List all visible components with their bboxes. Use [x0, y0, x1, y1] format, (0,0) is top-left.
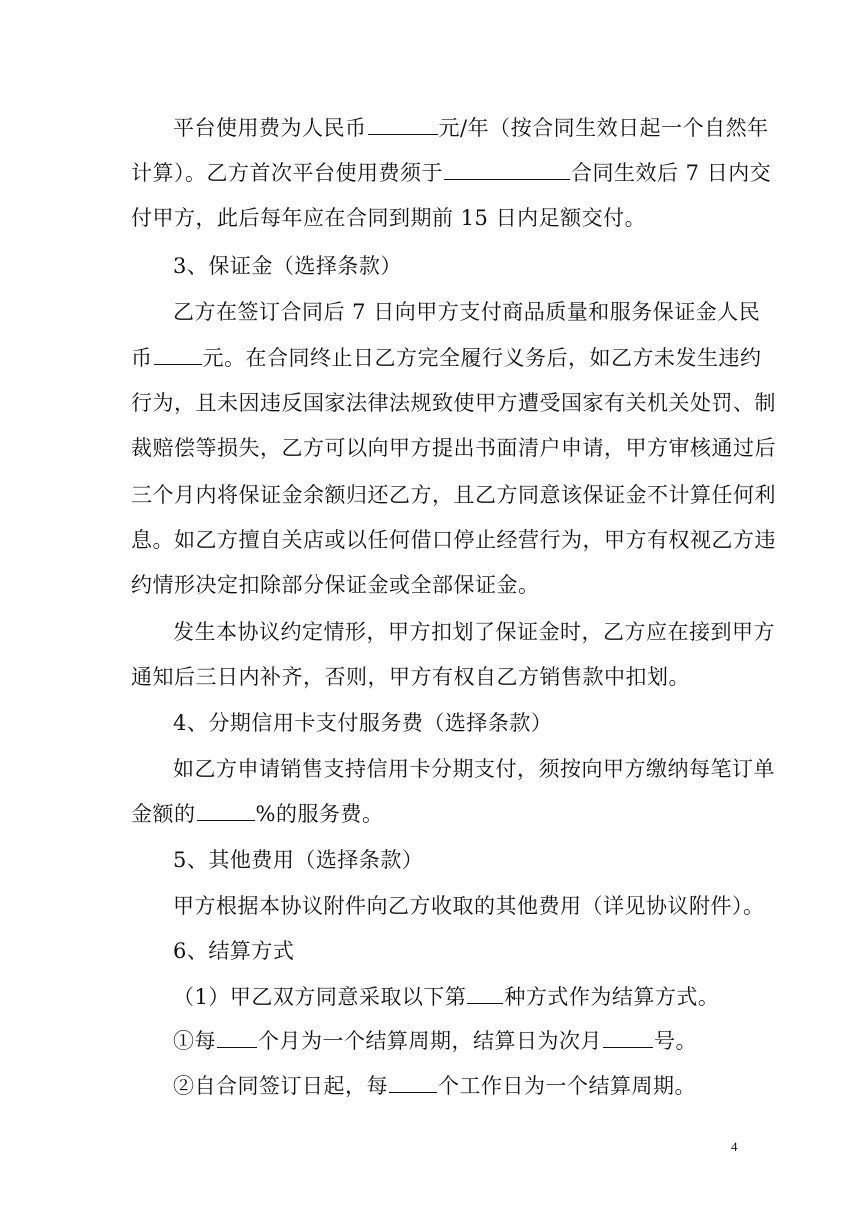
- blank-field: [217, 1027, 257, 1048]
- text: 币: [131, 346, 153, 370]
- blank-field: [603, 1027, 653, 1048]
- installment-line-2: [131, 799, 383, 829]
- blank-field: [444, 159, 570, 180]
- deposit-line-1: 乙方在签订合同后 7 日向甲方支付商品质量和服务保证金人民: [173, 300, 761, 324]
- text: 自合同签订日起，每: [194, 1074, 388, 1098]
- text: 种方式作为结算方式。: [504, 985, 720, 1009]
- text: 合同生效后 7 日内交: [571, 161, 772, 185]
- deposit-heading: 3、保证金（选择条款）: [173, 254, 402, 278]
- text: 号。: [654, 1029, 697, 1053]
- settlement-option-1: [173, 1026, 697, 1056]
- deposit-line-2: [131, 343, 762, 373]
- page-number: 4: [731, 1139, 738, 1154]
- deposit-line-3: 行为，且未因违反国家法律法规致使甲方遭受国家有关机关处罚、制: [131, 391, 776, 415]
- settlement-line-1: [173, 982, 719, 1012]
- blank-field: [368, 114, 438, 135]
- blank-field: [154, 344, 202, 365]
- text: 平台使用费为人民币: [173, 116, 367, 140]
- other-heading: 5、其他费用（选择条款）: [173, 848, 424, 872]
- text: 元。在合同终止日乙方完全履行义务后，如乙方未发生违约: [202, 346, 762, 370]
- settlement-heading: 6、结算方式: [173, 939, 295, 963]
- deposit-p2-line-2: 通知后三日内补齐，否则，甲方有权自乙方销售款中扣划。: [131, 665, 690, 689]
- deposit-line-7: 约情形决定扣除部分保证金或全部保证金。: [131, 573, 540, 597]
- text: 个月为一个结算周期，结算日为次月: [258, 1029, 602, 1053]
- text: 计算）。乙方首次平台使用费须于: [131, 161, 443, 185]
- deposit-line-4: 裁赔偿等损失，乙方可以向甲方提出书面清户申请，甲方审核通过后: [131, 436, 776, 460]
- blank-field: [389, 1072, 437, 1093]
- text: （1）甲乙双方同意采取以下第: [173, 985, 467, 1009]
- fee-line-3: 付甲方，此后每年应在合同到期前 15 日内足额交付。: [131, 206, 647, 230]
- fee-line-1: [173, 113, 769, 143]
- deposit-p2-line-1: 发生本协议约定情形，甲方扣划了保证金时，乙方应在接到甲方: [173, 620, 775, 644]
- installment-heading: 4、分期信用卡支付服务费（选择条款）: [173, 711, 553, 735]
- text: %的服务费。: [255, 802, 384, 826]
- circled-number: ①: [173, 1029, 195, 1053]
- blank-field: [467, 983, 503, 1004]
- text: 每: [194, 1029, 216, 1053]
- fee-line-2: [131, 158, 771, 188]
- blank-field: [197, 800, 255, 821]
- circled-number: ②: [173, 1074, 195, 1098]
- text: 元/年（按合同生效日起一个自然年: [438, 116, 769, 140]
- text: 个工作日为一个结算周期。: [438, 1074, 696, 1098]
- deposit-line-5: 三个月内将保证金余额归还乙方，且乙方同意该保证金不计算任何利: [131, 483, 776, 507]
- other-line-1: 甲方根据本协议附件向乙方收取的其他费用（详见协议附件）。: [173, 894, 765, 918]
- installment-line-1: 如乙方申请销售支持信用卡分期支付，须按向甲方缴纳每笔订单: [173, 757, 775, 781]
- settlement-option-2: [173, 1071, 696, 1101]
- text: 金额的: [131, 802, 196, 826]
- deposit-line-6: 息。如乙方擅自关店或以任何借口停止经营行为，甲方有权视乙方违: [131, 528, 776, 552]
